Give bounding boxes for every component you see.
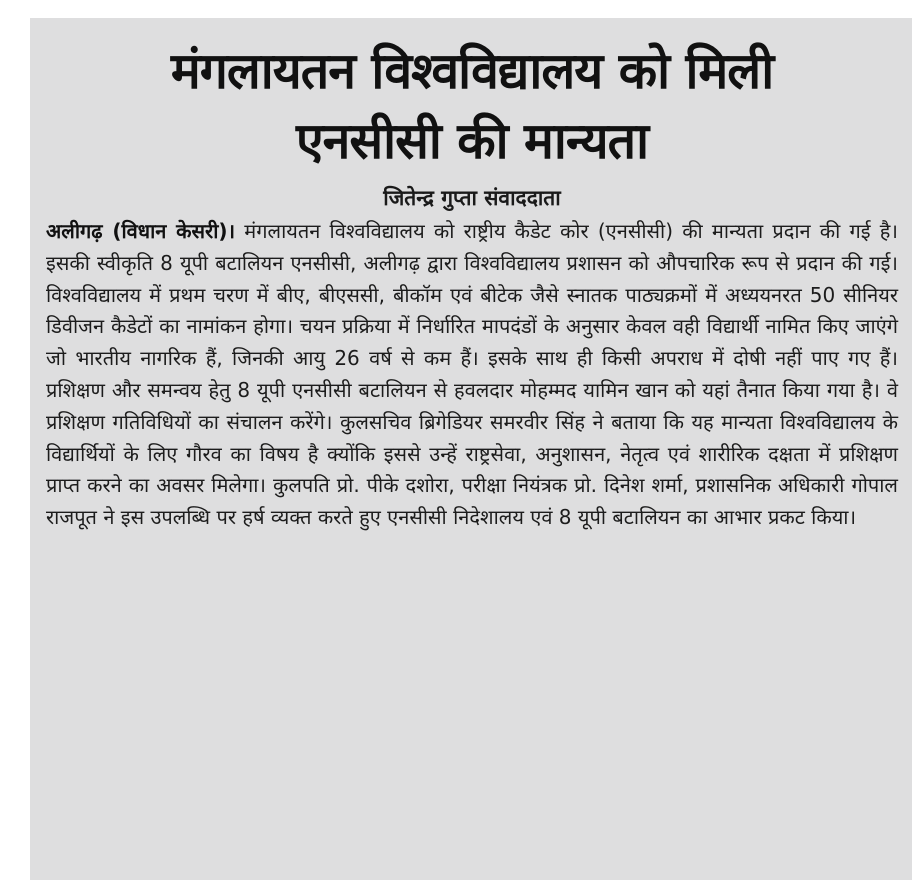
headline-line-1: मंगलायतन विश्वविद्यालय को मिली: [170, 42, 774, 100]
article-body-text: मंगलायतन विश्वविद्यालय को राष्ट्रीय कैडेट कोर (एनसीसी) की मान्यता प्रदान की गई है। इसकी स्वीकृति 8 यूपी बटालियन एनसीसी, अलीगढ़ द्वारा विश्वविद्यालय प्रशासन को औपचारिक रूप से प्रदान की गई। विश्वविद्यालय में प्रथम चरण में बीए, बीएससी, बीकॉम एवं बीटेक जैसे स्नातक पाठ्यक्रमों में अध्ययनरत 50 सीनियर डिवीजन कैडेटों का नामांकन होगा। चयन प्रक्रिया में निर्धारित मापदंडों के अनुसार केवल वही विद्यार्थी नामित किए जाएंगे जो भारतीय नागरिक हैं, जिनकी आयु 26 वर्ष से कम हैं। इसके साथ ही किसी अपराध में दोषी नहीं पाए गए हैं। प्रशिक्षण और समन्वय हेतु 8 यूपी एनसीसी बटालियन से हवलदार मोहम्मद यामिन खान को यहां तैनात किया गया है। वे प्रशिक्षण गतिविधियों का संचालन करेंगे। कुलसचिव ब्रिगेडियर समरवीर सिंह ने बताया कि यह मान्यता विश्वविद्यालय के विद्यार्थियों के लिए गौरव का विषय है क्योंकि इससे उन्हें राष्ट्रसेवा, अनुशासन, नेतृत्व एवं शारीरिक दक्षता में प्रशिक्षण प्राप्त करने का अवसर मिलेगा। कुलपति प्रो. पीके दशोरा, परीक्षा नियंत्रक प्रो. दिनेश शर्मा, प्रशासनिक अधिकारी गोपाल राजपूत ने इस उपलब्धि पर हर्ष व्यक्त करते हुए एनसीसी निदेशालय एवं 8 यूपी बटालियन का आभार प्रकट किया।: [46, 219, 898, 530]
article-body: [46, 216, 898, 534]
headline: [46, 36, 898, 176]
dateline: अलीगढ़ (विधान केसरी)।: [46, 219, 236, 243]
headline-line-2: एनसीसी की मान्यता: [295, 112, 649, 170]
newspaper-clipping: [30, 18, 912, 880]
byline: जितेन्द्र गुप्ता संवाददाता: [383, 186, 561, 210]
